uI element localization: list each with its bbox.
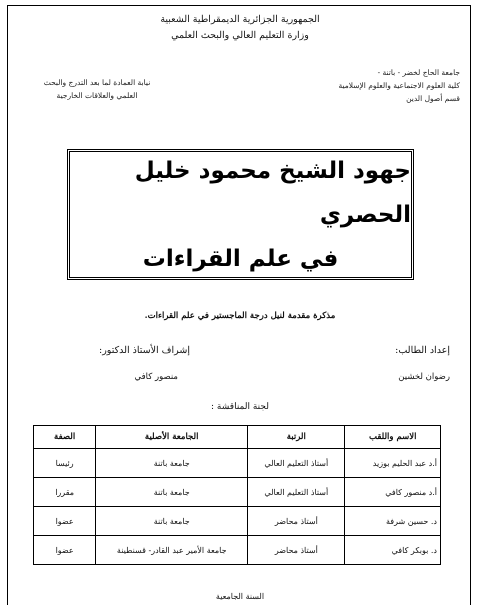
member-rank: أستاذ التعليم العالي: [248, 478, 345, 507]
member-name: أ.د عبد الحليم بوزيد: [345, 449, 441, 478]
member-role: عضوا: [34, 536, 96, 565]
republic-heading: الجمهورية الجزائرية الديمقراطية الشعبية: [160, 14, 320, 25]
university-block: [260, 66, 460, 105]
member-university: جامعة الأمير عبد القادر- قسنطينة: [96, 536, 248, 565]
header-role: الصفة: [34, 426, 96, 449]
faculty-name: كلية العلوم الاجتماعية والعلوم الإسلامية: [338, 81, 460, 90]
department-name: قسم أصول الدين: [406, 94, 460, 103]
ministry-heading: وزارة التعليم العالي والبحث العلمي: [171, 30, 309, 41]
member-name: د. حسين شرفة: [345, 507, 441, 536]
header-name: الاسم واللقب: [345, 426, 441, 449]
member-role: مقررا: [34, 478, 96, 507]
member-rank: أستاذ محاضر: [248, 536, 345, 565]
member-university: جامعة باتنة: [96, 478, 248, 507]
university-name: جامعة الحاج لخضر - باتنة -: [377, 68, 460, 77]
student-name: رضوان لخشين: [398, 372, 450, 382]
committee-title: لجنة المناقشة :: [211, 402, 269, 412]
academic-year-partial: السنة الجامعية: [215, 592, 265, 601]
table-row: [34, 536, 441, 565]
thesis-title-box: [67, 149, 414, 280]
vice-deanship-line1: نيابة العمادة لما بعد التدرج والبحث: [43, 78, 151, 87]
member-university: جامعة باتنة: [96, 507, 248, 536]
header-rank: الرتبة: [248, 426, 345, 449]
member-name: د. بوبكر كافي: [345, 536, 441, 565]
table-row: [34, 478, 441, 507]
thesis-subtitle: مذكرة مقدمة لنيل درجة الماجستير في علم القراءات.: [144, 311, 336, 321]
thesis-title-line1: جهود الشيخ محمود خليل الحصري: [134, 157, 411, 228]
member-university: جامعة باتنة: [96, 449, 248, 478]
committee-header-row: [34, 426, 441, 449]
supervisor-label: إشراف الأستاذ الدكتور:: [99, 345, 190, 356]
student-label: إعداد الطالب:: [395, 345, 450, 356]
member-name: أ.د منصور كافي: [345, 478, 441, 507]
table-row: [34, 449, 441, 478]
supervisor-name: منصور كافي: [134, 372, 178, 382]
vice-deanship-line2: العلمي والعلاقات الخارجية: [56, 91, 138, 100]
table-row: [34, 507, 441, 536]
vice-deanship-block: [22, 76, 172, 102]
thesis-title-line2: في علم القراءات: [142, 245, 339, 272]
member-rank: أستاذ محاضر: [248, 507, 345, 536]
member-rank: أستاذ التعليم العالي: [248, 449, 345, 478]
header-university: الجامعة الأصلية: [96, 426, 248, 449]
committee-table: [33, 425, 441, 565]
member-role: عضوا: [34, 507, 96, 536]
member-role: رئيسا: [34, 449, 96, 478]
